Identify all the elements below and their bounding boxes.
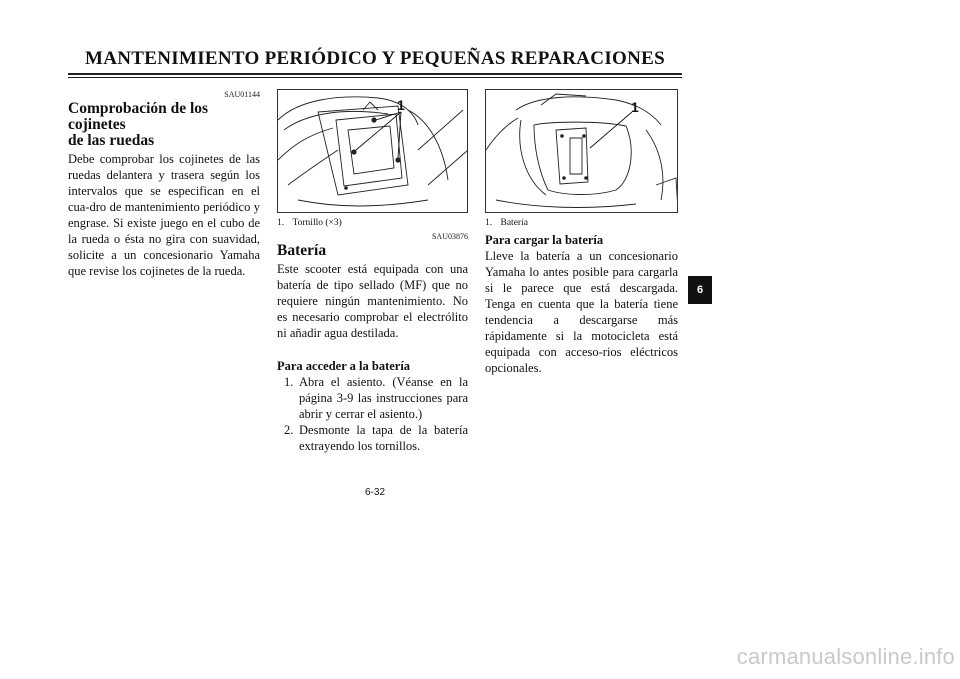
figure-caption xyxy=(277,218,468,228)
section-code: SAU03876 xyxy=(431,232,468,241)
caption-number: 1. xyxy=(277,218,285,228)
step-text: Abra el asiento. (Véanse en la página 3-9 las instrucciones para abrir y cerrar el asiento.) xyxy=(299,375,468,421)
subheading-charge-battery: Para cargar la batería xyxy=(485,233,604,247)
access-battery-steps xyxy=(277,374,468,454)
page-number: 6-32 xyxy=(364,487,385,498)
figure-caption xyxy=(485,218,678,228)
step-number: 1. xyxy=(284,375,294,389)
step-number: 2. xyxy=(284,423,294,437)
page-header-title: MANTENIMIENTO PERIÓDICO Y PEQUEÑAS REPARACIONES xyxy=(85,48,665,69)
column-battery-charging xyxy=(485,89,678,376)
step-text: Desmonte la tapa de la batería extrayendo los tornillos. xyxy=(299,423,468,453)
battery-body: Este scooter está equipada con una batería de tipo sellado (MF) que no requiere ningún mantenimiento. No es necesario comprobar el electrólito ni añadir agua destilada. xyxy=(277,262,468,340)
header-rule-thick xyxy=(68,73,682,75)
caption-text: Tornillo (×3) xyxy=(292,218,342,228)
caption-number: 1. xyxy=(485,218,493,228)
header-rule-thin xyxy=(68,77,682,78)
watermark: carmanualsonline.info xyxy=(736,644,955,669)
figure-callout-1: 1 xyxy=(631,99,639,115)
column-battery xyxy=(277,89,468,454)
charge-battery-body: Lleve la batería a un concesionario Yamaha lo antes posible para cargarla si le parece que está descargada. Tenga en cuenta que la batería tiene tendencia a descargarse más rápidamente si la motocicleta está equipada con acceso-rios eléctricos opcionales. xyxy=(485,249,678,375)
list-item xyxy=(277,422,468,454)
section-heading-wheel-bearings xyxy=(68,101,260,149)
section-heading-battery: Batería xyxy=(277,242,327,259)
wheel-bearings-body: Debe comprobar los cojinetes de las ruedas delantera y trasera según los intervalos que se especifican en el cua-dro de mantenimiento periódico y engrase. Si existe juego en el cubo de la rueda o ésta no gira con suavidad, solicite a un concesionario Yamaha que revise los cojinetes de la rueda. xyxy=(68,152,260,278)
section-code: SAU01144 xyxy=(224,90,260,99)
battery-location-illustration xyxy=(485,89,678,213)
chapter-tab: 6 xyxy=(688,276,712,304)
list-item xyxy=(277,374,468,422)
subheading-access-battery: Para acceder a la batería xyxy=(277,359,411,373)
heading-line-1: Comprobación de los cojinetes xyxy=(68,100,209,133)
caption-text: Batería xyxy=(500,218,528,228)
column-wheel-bearings xyxy=(68,90,260,279)
heading-line-2: de las ruedas xyxy=(68,132,155,149)
battery-cover-screws-illustration xyxy=(277,89,468,213)
battery-compartment-illustration xyxy=(486,90,678,213)
scooter-seat-illustration xyxy=(278,90,468,213)
figure-callout-1: 1 xyxy=(397,97,405,113)
